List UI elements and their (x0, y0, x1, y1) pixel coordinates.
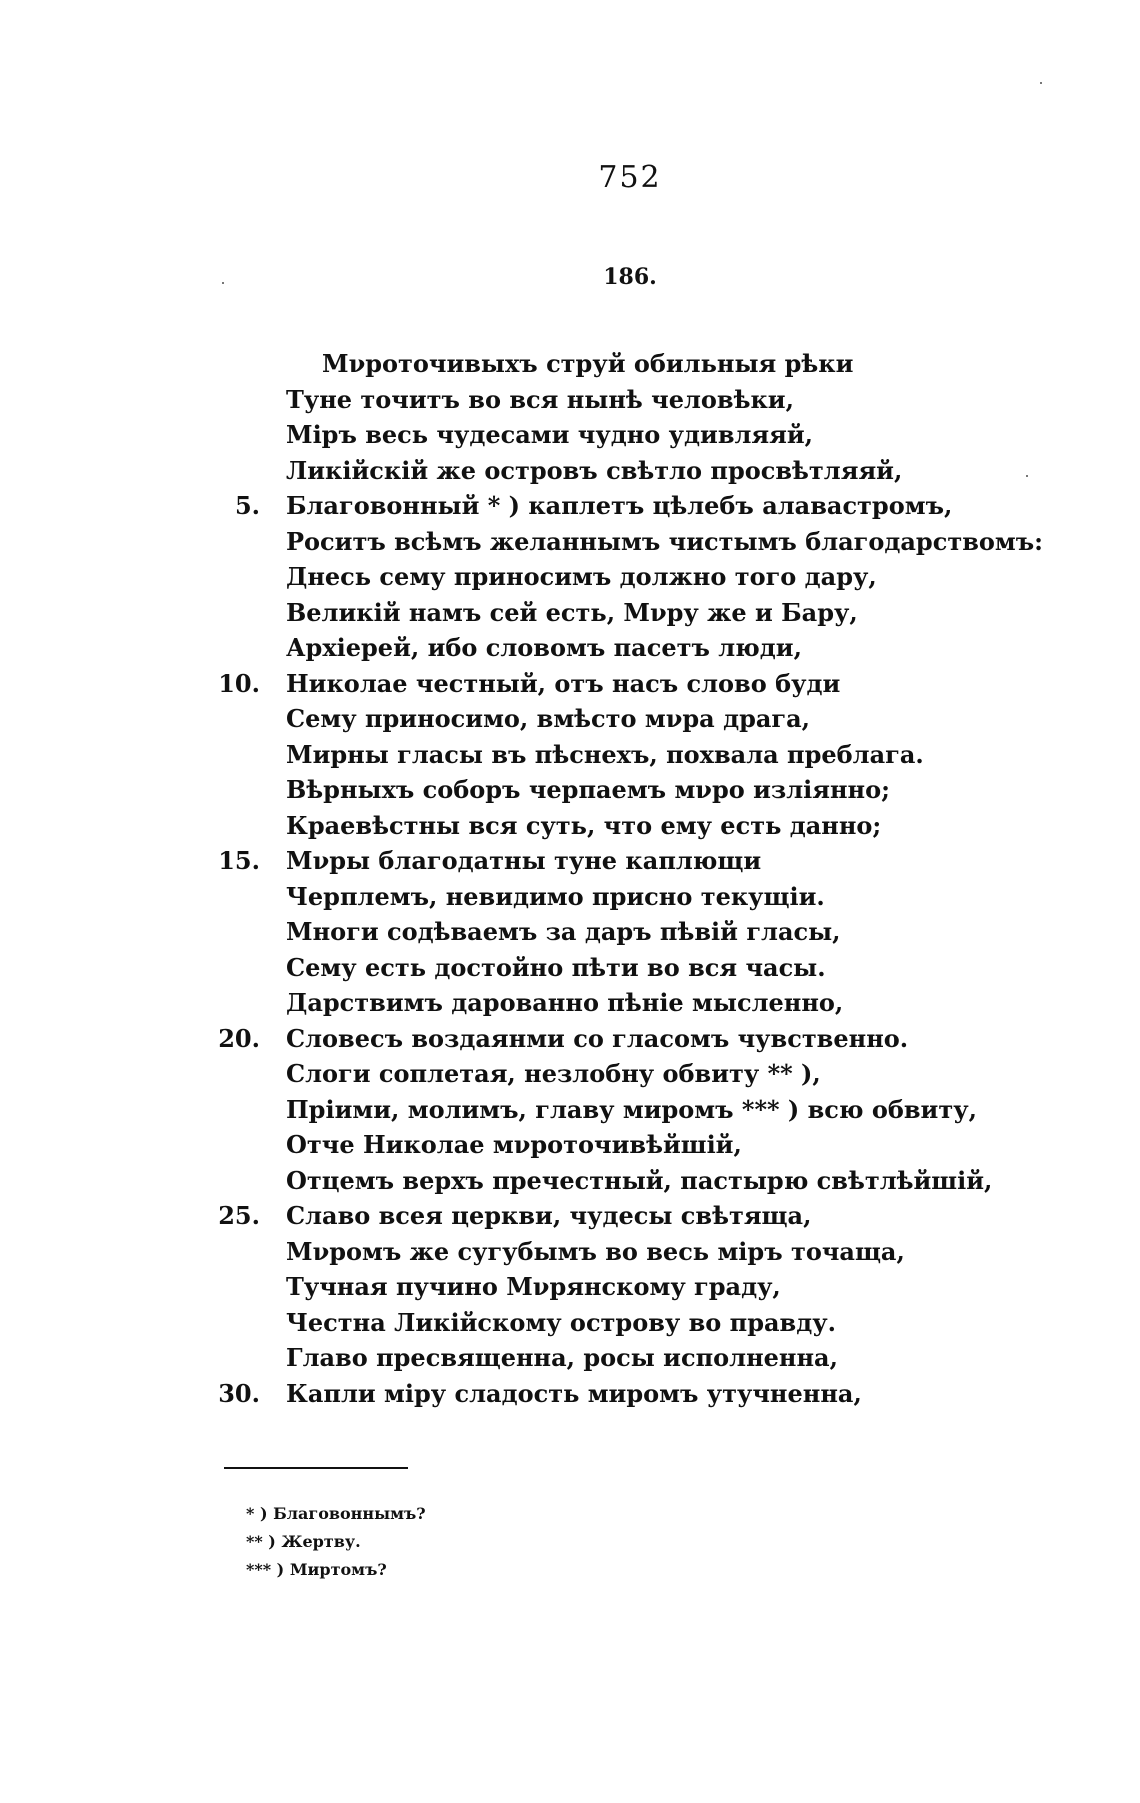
scan-speck (1026, 475, 1028, 477)
poem-line (0, 559, 1100, 595)
poem-line (0, 595, 1100, 631)
poem-line (0, 382, 1100, 418)
line-text: Мирны гласы въ пѣснехъ, похвала преблага. (286, 739, 924, 769)
line-text: Главо пресвященна, росы исполненна, (286, 1343, 838, 1372)
line-text: Архіерей, ибо словомъ пасетъ люди, (286, 633, 802, 662)
poem-line (0, 453, 1100, 489)
poem-line (0, 1305, 1100, 1341)
poem-line (0, 488, 1100, 524)
poem-line (0, 1234, 1100, 1270)
footnotes (246, 1500, 646, 1584)
line-text: Туне точитъ во вся нынѣ человѣки, (286, 384, 794, 414)
poem-line (0, 701, 1100, 737)
poem-line (0, 1163, 1100, 1199)
poem-line (0, 772, 1100, 808)
poem-line (0, 1269, 1100, 1305)
line-text: Сему приносимо, вмѣсто мνра драга, (286, 704, 811, 733)
poem-line (0, 985, 1100, 1021)
poem-line (0, 950, 1100, 986)
poem-line (0, 914, 1100, 950)
poem-line (0, 346, 1100, 382)
line-text: Отцемъ верхъ пречестный, пастырю свѣтлѣйшій, (286, 1165, 993, 1195)
line-number: 10. (218, 668, 260, 698)
poem-line (0, 843, 1100, 879)
line-text: Сему есть достойно пѣти во вся часы. (286, 952, 826, 982)
line-text: Капли міру сладость миромъ утучненна, (286, 1378, 862, 1408)
line-text: Тучная пучино Мνрянскому граду, (286, 1272, 781, 1301)
poem-line (0, 630, 1100, 666)
poem-line (0, 1127, 1100, 1163)
footnote-divider (224, 1467, 408, 1469)
footnote: ** ) Жертву. (246, 1532, 361, 1551)
poem-line (0, 808, 1100, 844)
line-text: Днесь сему приносимъ должно того дару, (286, 562, 877, 591)
poem-line (0, 524, 1100, 560)
scan-speck (222, 282, 224, 284)
poem-line (0, 1092, 1100, 1128)
line-number: 20. (218, 1023, 260, 1053)
line-text: Честна Ликійскому острову во правду. (286, 1307, 836, 1337)
line-text: Отче Николае мνроточивѣйшій, (286, 1130, 742, 1159)
poem-line (0, 1340, 1100, 1376)
line-text: Слоги соплетая, незлобну обвиту ** ), (286, 1059, 821, 1088)
line-text: Великій намъ сей есть, Мνру же и Бару, (286, 597, 858, 627)
poem-line (0, 1056, 1100, 1092)
line-number: 5. (234, 491, 260, 520)
line-text: Мνры благодатны туне каплющи (286, 846, 762, 875)
line-number: 30. (218, 1378, 260, 1408)
scan-speck (1040, 82, 1042, 84)
line-text: Міръ весь чудесами чудно удивляяй, (286, 420, 814, 449)
poem-number: 186. (603, 264, 657, 290)
line-text: Славо всея церкви, чудесы свѣтяща, (286, 1201, 812, 1230)
poem (0, 346, 1100, 1411)
poem-line (0, 666, 1100, 702)
line-text: Словесъ воздаянми со гласомъ чувственно. (286, 1023, 909, 1053)
line-text: Николае честный, отъ насъ слово буди (286, 668, 841, 698)
poem-line (0, 879, 1100, 915)
line-text: Пріими, молимъ, главу миромъ *** ) всю обвиту, (286, 1094, 977, 1124)
line-text: Благовонный * ) каплетъ цѣлебъ алавастромъ, (286, 491, 953, 520)
line-text: Мνроточивыхъ струй обильныя рѣки (322, 349, 854, 378)
line-text: Роситъ всѣмъ желаннымъ чистымъ благодарствомъ: (286, 526, 1043, 556)
line-number: 25. (218, 1201, 260, 1230)
poem-line (0, 1021, 1100, 1057)
line-text: Многи содѣваемъ за даръ пѣвій гласы, (286, 917, 841, 946)
poem-line (0, 417, 1100, 453)
line-text: Вѣрныхъ соборъ черпаемъ мνро изліянно; (286, 775, 890, 804)
footnote: * ) Благовоннымъ? (246, 1504, 426, 1523)
footnote: *** ) Миртомъ? (246, 1560, 387, 1579)
line-text: Черплемъ, невидимо присно текущіи. (286, 881, 825, 911)
line-text: Дарствимъ дарованно пѣніе мысленно, (286, 988, 844, 1017)
poem-line (0, 1376, 1100, 1412)
page-number: 752 (598, 160, 662, 195)
poem-line (0, 1198, 1100, 1234)
line-text: Ликійскій же островъ свѣтло просвѣтляяй, (286, 455, 903, 485)
line-text: Краевѣстны вся суть, что ему есть данно; (286, 810, 882, 840)
poem-line (0, 737, 1100, 773)
line-number: 15. (218, 846, 260, 875)
line-text: Мνромъ же сугубымъ во весь міръ точаща, (286, 1236, 905, 1266)
